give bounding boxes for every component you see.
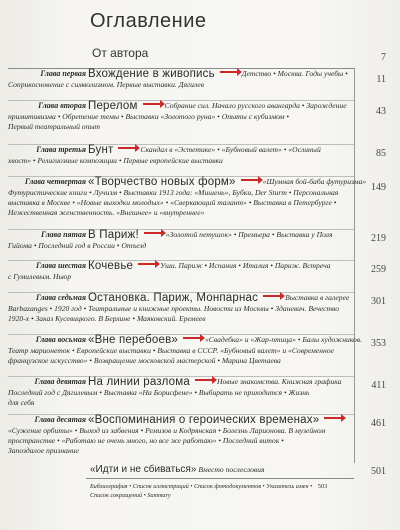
chapter-title: Бунт [88, 144, 114, 156]
chapter-title: «Воспоминания о героических временах» [88, 414, 320, 426]
chapter-subtitle: Выставка в галерее [285, 293, 350, 302]
chapter-subtitle: Уши. Париж • Испания • Италия • Париж. Встреча [160, 261, 331, 270]
page-number-column-divider [354, 68, 355, 463]
chapter-title: Кочевье [88, 260, 134, 272]
toc-entry-epilogue[interactable] [90, 464, 265, 475]
chapter-page: 43 [376, 106, 386, 117]
chapter-label: Глава четвертая [24, 177, 86, 186]
back-matter [90, 482, 390, 500]
chapter-title: В Париж! [88, 229, 139, 241]
page-title: Оглавление [90, 10, 207, 32]
chapter-title: «Творчество новых форм» [88, 176, 236, 188]
chapter-subtitle: Новые знакомства. Книжная графика [216, 377, 342, 386]
chapter-label: Глава третья [36, 145, 86, 154]
chapter-description: Barbazanges • 1920 год • Театральные и книжные проекты. Новости из Москвы • Зданевич. Вечество 1920-х • Заказ Кусевицкого. В Берлине • Маяковский. Еремеев [8, 304, 339, 323]
chapter-title: Вхождение в живопись [88, 68, 215, 80]
from-author-label: От автора [92, 46, 149, 60]
chapter-label: Глава шестая [35, 261, 86, 270]
divider [86, 478, 354, 479]
chapter-description: «Сужение орбиты» • Выход из забвения • Ремизов и Кодрянская • Болезнь Ларионова. В музейном пространстве • «Работаю не очень много, но все же работаю» • Последний виток • Запоздалое признание [8, 426, 326, 455]
arrow-icon [183, 337, 201, 339]
toc-entry-from-author[interactable] [92, 46, 148, 60]
arrow-icon [220, 71, 238, 73]
chapter-description: Футуристические книги • Лучизм • Выставки 1913 года: «Мишень», Бубки, Der Sturm • Персональная выставка в Москве • «Новые выходки молодых» • «Сверкающий талант» • Выставка в Петербурге • Нежественная женственность. «Внешнее» и «внутреннее» [8, 188, 339, 217]
chapter-page: 11 [376, 74, 386, 85]
chapter-title: На линии разлома [88, 376, 190, 388]
back-matter-line1[interactable]: Библиография • Список иллюстраций • Список фотодокументов • Указатель имен • [90, 483, 313, 490]
chapter-description: Последний год с Дягилевым • Выставка «На Борисфене» • Выбирать не приходится • Жизнь для себя [8, 388, 310, 407]
chapter-page: 353 [371, 338, 386, 349]
chapter-title: «Вне перебоев» [88, 334, 178, 346]
chapter-page: 259 [371, 264, 386, 275]
chapter-subtitle: Детство • Москва. Годы учебы • [241, 69, 348, 78]
chapter-description: Театр марионеток • Европейские выставки • Выставка в СССР. «Бубновый валет» и «Современное французское искусство» • Возвращение московской мастерской • Марина Цветаева [8, 346, 334, 365]
chapter-page: 461 [371, 418, 386, 429]
chapter-description: примитивизма • Обретение темы • Выставки «Золотого руна» • Опыты с кубизмом • Первый театральный опыт [8, 112, 289, 131]
chapter-subtitle: «Шумная бой-баба футуризма» [262, 177, 367, 186]
epilogue-page: 501 [371, 466, 386, 477]
arrow-icon [118, 147, 136, 149]
chapter-subtitle: Скандал в «Эстетике» • «Бубновый валет» • «Ослиный [140, 145, 321, 154]
chapter-description: Гийома • Последний год в России • Отъезд [8, 241, 147, 250]
chapter-label: Глава десятая [34, 415, 86, 424]
chapter-subtitle: «Золотой петушок» • Премьера • Выставка у Поля [165, 230, 333, 239]
chapter-label: Глава седьмая [35, 293, 86, 302]
from-author-page: 7 [381, 52, 386, 63]
chapter-page: 219 [371, 233, 386, 244]
chapter-description: с Гумилевым. Ньюр [8, 272, 72, 281]
chapter-page: 411 [371, 380, 386, 391]
arrow-icon [263, 295, 281, 297]
back-matter-page: 503 [317, 483, 328, 490]
chapter-subtitle: Собрание сил. Начало русского авангарда • Зарождение [164, 101, 347, 110]
arrow-icon [241, 179, 259, 181]
arrow-icon [324, 417, 342, 419]
chapter-label: Глава первая [40, 69, 86, 78]
chapter-page: 301 [371, 296, 386, 307]
chapter-title: Остановка. Париж, Монпарнас [88, 292, 259, 304]
chapter-label: Глава восьмая [35, 335, 86, 344]
chapter-page: 85 [376, 148, 386, 159]
chapter-label: Глава девятая [34, 377, 86, 386]
chapter-description: Соприкосновение с символизмом. Первые выставки. Дягилев [8, 80, 205, 89]
chapter-subtitle: «Свадебка» и «Жар-птица» • Балы художников. [204, 335, 363, 344]
epilogue-title: «Идти и не сбиваться» [90, 464, 197, 475]
epilogue-subtitle: Вместо послесловия [198, 465, 265, 474]
back-matter-line2[interactable]: Список сокращений • Summary [90, 492, 171, 499]
arrow-icon [138, 263, 156, 265]
arrow-icon [143, 103, 161, 105]
arrow-icon [144, 232, 162, 234]
chapter-page: 149 [371, 182, 386, 193]
arrow-icon [195, 379, 213, 381]
chapter-label: Глава вторая [38, 101, 86, 110]
chapter-description: хвост» • Религиозные композиции • Первые европейские выставки [8, 156, 223, 165]
chapter-title: Перелом [88, 100, 138, 112]
chapter-label: Глава пятая [41, 230, 86, 239]
